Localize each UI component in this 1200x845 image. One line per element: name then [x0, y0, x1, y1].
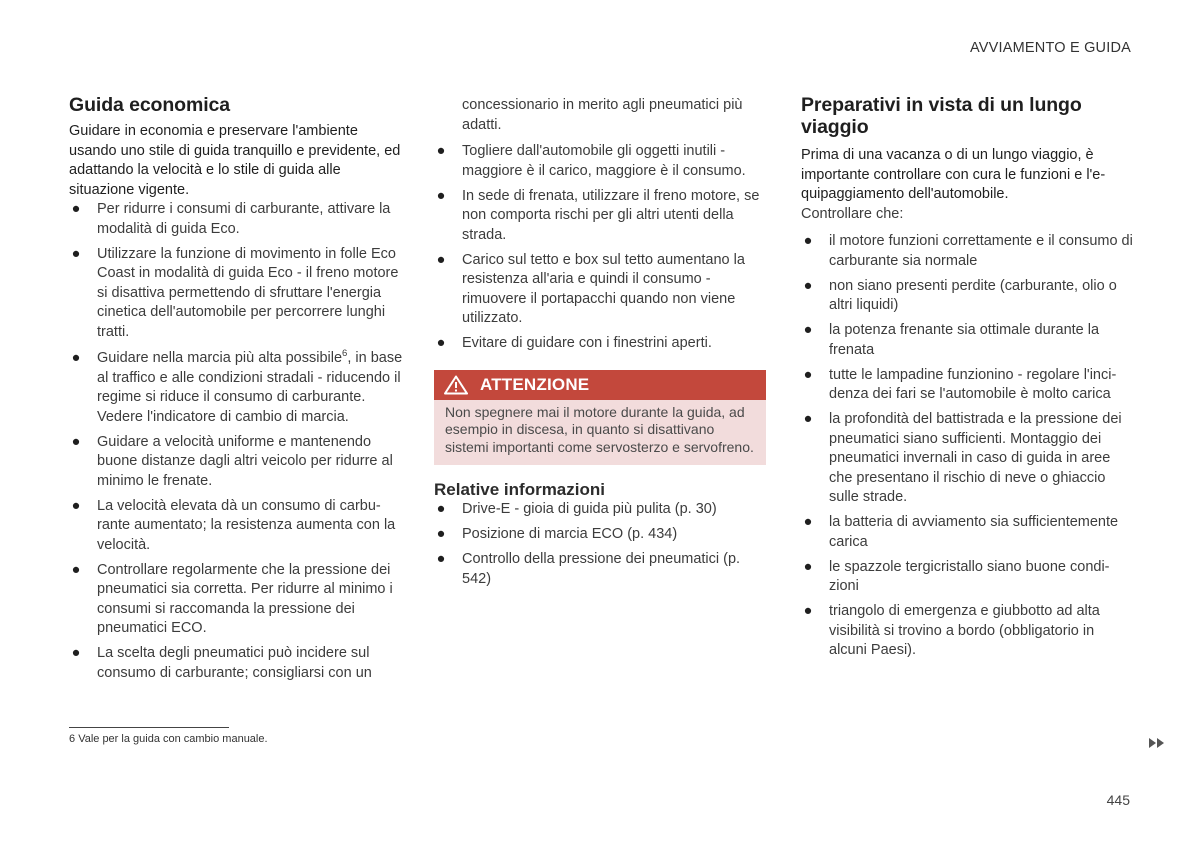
- bullet-icon: ●: [803, 277, 813, 294]
- bullet-icon: ●: [803, 558, 813, 575]
- warning-box: [434, 370, 766, 466]
- list-item: ● Guidare nella marcia più alta possibile$^6$, in base al traffico e alle condizioni stradali - riducendo il regime si riduce il consumo di carburante. Vedere l'indicatore di cambio di marcia.: [71, 348, 403, 425]
- bullet-icon: ●: [71, 561, 81, 578]
- list-item: ● Per ridurre i consumi di carburante, attivare la modalità di guida Eco.: [71, 201, 391, 237]
- preparativi-section: [801, 94, 1133, 666]
- warning-title: ATTENZIONE: [480, 374, 590, 394]
- list-item: ● Controllare regolarmente che la pressione dei pneumatici sia corretta. Per ridurre al minimo i consumi si raccomanda la pressione dei pneumatici ECO.: [71, 561, 393, 636]
- list-item: ● Carico sul tetto e box sul tetto aumentano la resistenza all'aria e quindi il consumo - rimuovere il portapacchi quando non viene utilizzato.: [436, 251, 745, 326]
- middle-column: [434, 96, 768, 595]
- bullet-icon: ●: [803, 366, 813, 383]
- list-item: ● La velocità elevata dà un consumo di carburante aumentato; la resistenza aumenta con la velocità.: [71, 497, 396, 553]
- list-item: ● la potenza frenante sia ottimale durante la frenata: [803, 322, 1100, 358]
- footnote-number: 6: [69, 733, 76, 745]
- bullet-icon: ●: [71, 497, 81, 514]
- footnote-ref[interactable]: 6: [342, 348, 348, 360]
- guida-economica-title: Guida economica: [69, 94, 231, 116]
- footnote: [69, 733, 268, 745]
- bullet-icon: ●: [803, 411, 813, 427]
- related-link[interactable]: ● Controllo della pressione dei pneumatici (p. 542): [436, 551, 741, 587]
- list-item: ● Guidare a velocità uniforme e mantenendo buone distanze dagli altri veicolo per ridurre al minimo le frenate.: [71, 433, 393, 489]
- footnote-divider: [69, 727, 229, 728]
- list-item: ● il motore funzioni correttamente e il consumo di carburante sia normale: [803, 233, 1133, 269]
- list-item: ● le spazzole tergicristallo siano buone condizioni: [803, 558, 1110, 594]
- guida-economica-intro: Guidare in economia e preservare l'ambiente usando uno stile di guida tranquillo e previdente, ed adattando la velocità e lo stile di guida alle situazione vigente.: [69, 123, 401, 198]
- preparativi-list: [801, 232, 1133, 661]
- double-chevron-right-icon[interactable]: [1148, 738, 1166, 748]
- section-header: AVVIAMENTO E GUIDA: [970, 40, 1131, 56]
- footnote-text: Vale per la guida con cambio manuale.: [78, 733, 268, 745]
- bullet-icon: ●: [436, 501, 446, 517]
- related-info-title: Relative informazioni: [434, 480, 605, 499]
- list-item: ● La scelta degli pneumatici può incidere sul consumo di carburante; consigliarsi con un: [71, 645, 372, 681]
- bullet-icon: ●: [803, 233, 813, 249]
- bullet-icon: ●: [71, 433, 81, 450]
- bullet-icon: ●: [436, 526, 446, 542]
- preparativi-check-label: Controllare che:: [801, 205, 904, 222]
- related-info-list: [434, 500, 768, 589]
- guida-economica-list: [69, 200, 403, 683]
- list-item: ● la profondità del battistrada e la pressione dei pneumatici siano sufficienti. Montaggio dei pneumatici invernali in caso di guida in aree che presentano il rischio di neve o ghiaccio sulle strade.: [803, 411, 1122, 505]
- list-item-continuation: concessionario in merito agli pneumatici più adatti.: [462, 97, 743, 133]
- warning-triangle-icon: [444, 375, 468, 395]
- bullet-icon: ●: [436, 251, 446, 268]
- list-item: ● tutte le lampadine funzionino - regolare l'incidenza dei fari se l'automobile è molto carica: [803, 366, 1117, 402]
- guida-economica-list-continued: [434, 96, 768, 354]
- bullet-icon: ●: [71, 645, 81, 661]
- page-number: 445: [1106, 792, 1130, 808]
- guida-economica-section: [69, 94, 403, 689]
- list-item: ● triangolo di emergenza e giubbotto ad alta visibilità si trovino a bordo (obbligatorio in alcuni Paesi).: [803, 603, 1100, 658]
- preparativi-title: Preparativi in vista di un lungo viaggio: [801, 94, 1082, 138]
- bullet-icon: ●: [71, 350, 81, 366]
- warning-text: Non spegnere mai il motore durante la guida, ad esempio in discesa, in quanto si disattivano sistemi importanti come servosterzo e servofreno.: [434, 400, 766, 466]
- bullet-icon: ●: [436, 143, 446, 159]
- bullet-icon: ●: [803, 603, 813, 619]
- list-item: ● non siano presenti perdite (carburante, olio o altri liquidi): [803, 277, 1117, 313]
- list-item: ● la batteria di avviamento sia sufficientemente carica: [803, 514, 1119, 550]
- bullet-icon: ●: [436, 551, 446, 567]
- list-item: ● Utilizzare la funzione di movimento in folle Eco Coast in modalità di guida Eco - il freno motore si disattiva permettendo di sfruttare l'energia cinetica dell'automobile per percorrere lunghi tratti.: [71, 245, 399, 340]
- bullet-icon: ●: [803, 514, 813, 530]
- list-item: ● Evitare di guidare con i finestrini aperti.: [434, 334, 768, 354]
- list-item: ● Togliere dall'automobile gli oggetti inutili - maggiore è il carico, maggiore è il consumo.: [436, 143, 746, 179]
- bullet-icon: ●: [436, 335, 446, 351]
- bullet-icon: ●: [436, 187, 446, 204]
- related-link[interactable]: ● Posizione di marcia ECO (p. 434): [434, 525, 768, 545]
- bullet-icon: ●: [71, 245, 81, 262]
- related-link[interactable]: ● Drive-E - gioia di guida più pulita (p. 30): [434, 500, 768, 520]
- list-item: ● In sede di frenata, utilizzare il freno motore, se non comporta rischi per gli altri utenti della strada.: [436, 187, 760, 243]
- bullet-icon: ●: [803, 322, 813, 338]
- warning-header: [434, 370, 766, 400]
- preparativi-intro: Prima di una vacanza o di un lungo viaggio, è importante controllare con cura le funzioni e l'equipaggiamento dell'automobile.: [801, 147, 1106, 202]
- bullet-icon: ●: [71, 201, 81, 217]
